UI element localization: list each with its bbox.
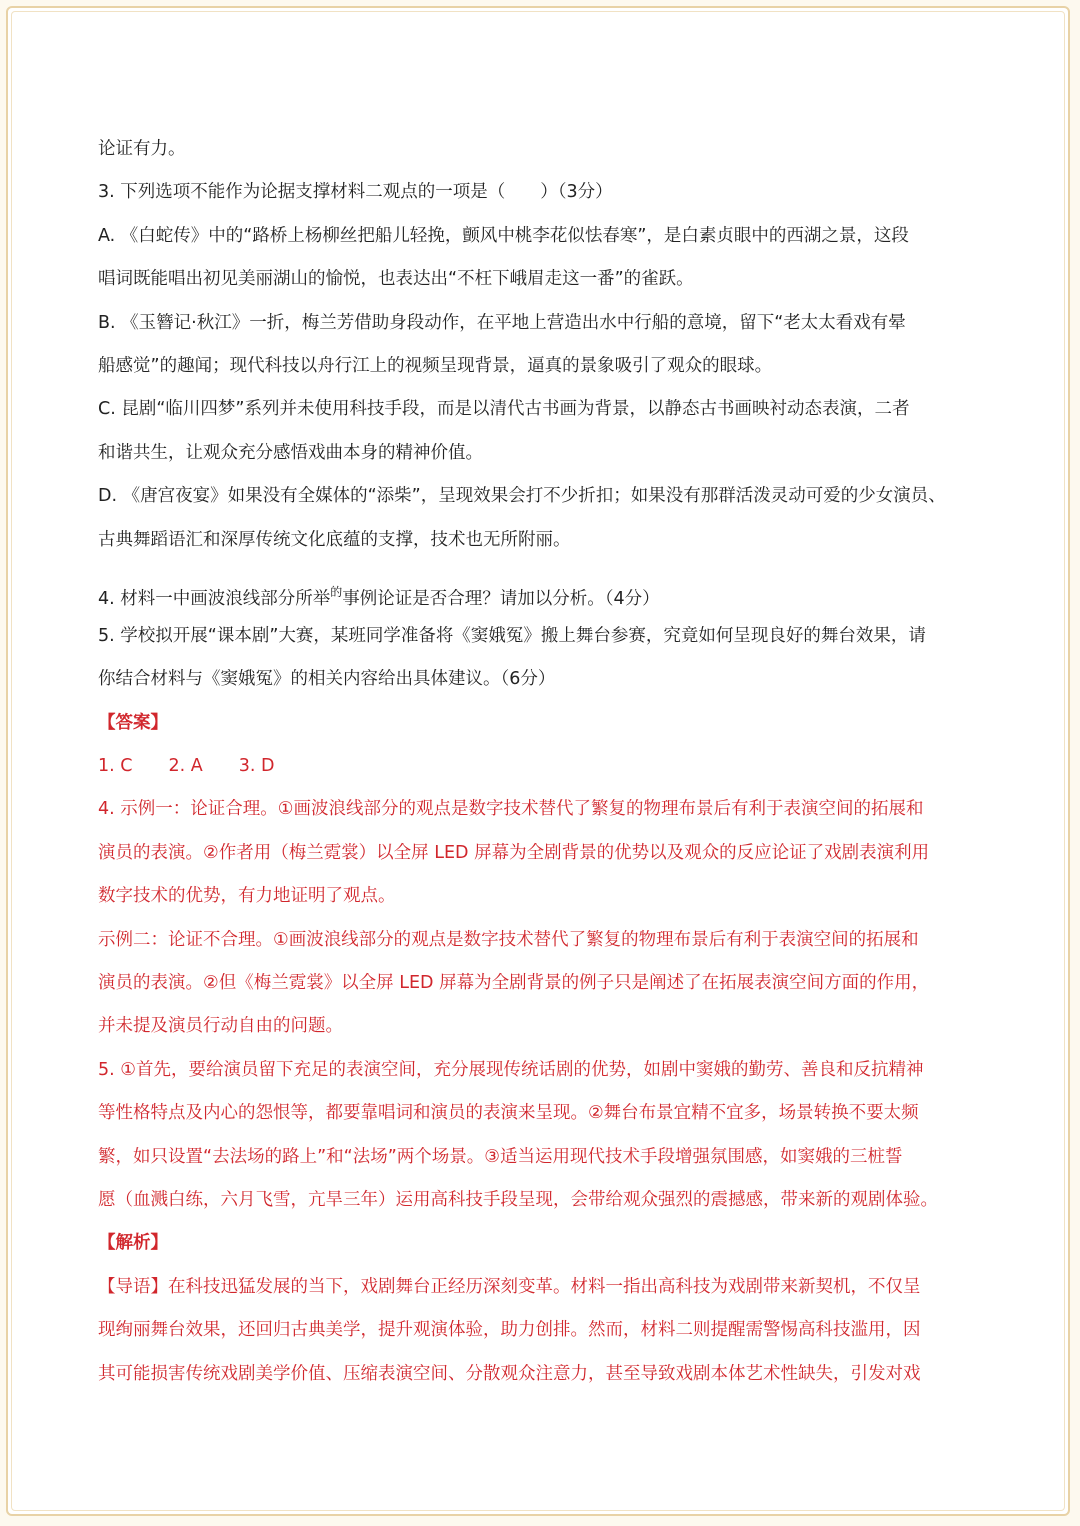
answer-4-line2: 演员的表演。②作者用（梅兰霓裳）以全屏 LED 屏幕为全剧背景的优势以及观众的反应论证了戏剧表演利用: [98, 842, 930, 863]
answer-1: 1. C: [98, 756, 133, 777]
option-c-line2: 和谐共生，让观众充分感悟戏曲本身的精神价值。: [98, 442, 483, 463]
answer-5-line3: 繁，如只设置“去法场的路上”和“法场”两个场景。③适当运用现代技术手段增强氛围感，如窦娥的三桩誓: [98, 1146, 903, 1167]
answer-5-line1: 5. ①首先，要给演员留下充足的表演空间，充分展现传统话剧的优势，如剧中窦娥的勤劳、善良和反抗精神: [98, 1059, 924, 1080]
analysis-heading: 【解析】: [98, 1233, 168, 1254]
answer-4-line6: 并未提及演员行动自由的问题。: [98, 1016, 343, 1037]
option-c-line1: C. 昆剧“临川四梦”系列并未使用科技手段，而是以清代古书画为背景，以静态古书画映衬动态表演，二者: [98, 399, 910, 420]
question-5-line2: 你结合材料与《窦娥冤》的相关内容给出具体建议。（6分）: [98, 669, 556, 690]
analysis-line1: 【导语】在科技迅猛发展的当下，戏剧舞台正经历深刻变革。材料一指出高科技为戏剧带来新契机，不仅呈: [98, 1276, 921, 1297]
question-4-pre: 4. 材料一中画波浪线部分所举: [98, 588, 331, 609]
question-5-line1: 5. 学校拟开展“课本剧”大赛，某班同学准备将《窦娥冤》搬上舞台参赛，究竟如何呈现良好的舞台效果，请: [98, 625, 926, 646]
option-a-line1: A. 《白蛇传》中的“路桥上杨柳丝把船儿轻挽，颤风中桃李花似怯春寒”，是白素贞眼中的西湖之景，这段: [98, 225, 909, 246]
answer-4-line3: 数字技术的优势，有力地证明了观点。: [98, 886, 396, 907]
answer-5-line2: 等性格特点及内心的怨恨等，都要靠唱词和演员的表演来呈现。②舞台布景宜精不宜多，场景转换不要太频: [98, 1103, 919, 1124]
option-d-line2: 古典舞蹈语汇和深厚传统文化底蕴的支撑，技术也无所附丽。: [98, 529, 571, 550]
answer-2: 2. A: [168, 756, 203, 777]
answer-4-line1: 4. 示例一：论证合理。①画波浪线部分的观点是数字技术替代了繁复的物理布景后有利于表演空间的拓展和: [98, 799, 924, 820]
analysis-line3: 其可能损害传统戏剧美学价值、压缩表演空间、分散观众注意力，甚至导致戏剧本体艺术性缺失，引发对戏: [98, 1363, 921, 1384]
question-3: 3. 下列选项不能作为论据支撑材料二观点的一项是（ ）（3分）: [98, 182, 613, 203]
question-4: [98, 570, 990, 615]
option-d-line1: D. 《唐宫夜宴》如果没有全媒体的“添柴”，呈现效果会打不少折扣；如果没有那群活泼灵动可爱的少女演员、: [98, 486, 946, 507]
answer-4-line5: 演员的表演。②但《梅兰霓裳》以全屏 LED 屏幕为全剧背景的例子只是阐述了在拓展表演空间方面的作用，: [98, 973, 930, 994]
answers-choice: [98, 745, 990, 788]
text-line: 论证有力。: [98, 139, 186, 159]
answer-3: 3. D: [238, 756, 275, 777]
answer-4-line4: 示例二：论证不合理。①画波浪线部分的观点是数字技术替代了繁复的物理布景后有利于表演空间的拓展和: [98, 929, 919, 950]
answer-heading: 【答案】: [98, 712, 168, 733]
answer-5-line4: 愿（血溅白练，六月飞雪，亢旱三年）运用高科技手段呈现，会带给观众强烈的震撼感，带来新的观剧体验。: [98, 1189, 938, 1210]
document-content: [98, 128, 990, 1396]
analysis-line2: 现绚丽舞台效果，还回归古典美学，提升观演体验，助力创排。然而，材料二则提醒需警惕高科技滥用，因: [98, 1320, 921, 1341]
question-4-post: 事例论证是否合理？请加以分析。（4分）: [342, 588, 660, 609]
question-4-sup: 的: [330, 584, 343, 599]
option-b-line2: 船感觉”的趣闻；现代科技以舟行江上的视频呈现背景，逼真的景象吸引了观众的眼球。: [98, 355, 773, 376]
option-b-line1: B. 《玉簪记·秋江》一折，梅兰芳借助身段动作，在平地上营造出水中行船的意境，留下“老太太看戏有晕: [98, 312, 906, 333]
option-a-line2: 唱词既能唱出初见美丽湖山的愉悦，也表达出“不枉下峨眉走这一番”的雀跃。: [98, 269, 694, 290]
